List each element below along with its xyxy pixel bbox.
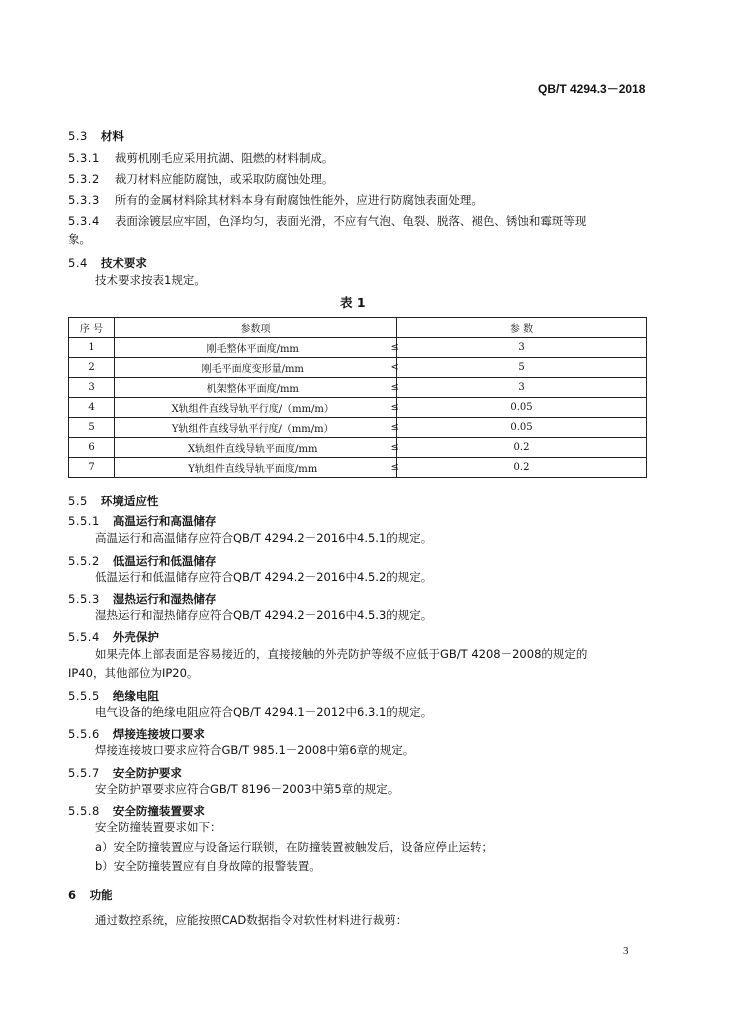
clause-5-5-6-heading	[68, 723, 205, 742]
table-row	[69, 458, 647, 478]
clause-number: 5.3.2	[68, 172, 100, 186]
spec-table	[68, 317, 647, 478]
clause-number: 5.3.1	[68, 151, 100, 165]
row-item: X轨组件直线导轨平行度/（mm/m）	[115, 398, 391, 418]
row-item: 机架整体平面度/mm	[115, 378, 391, 398]
section-number: 5.5	[68, 494, 88, 508]
table-header-row	[69, 318, 647, 338]
clause-title: 湿热运行和湿热储存	[112, 592, 217, 606]
table-row	[69, 358, 647, 378]
row-no: 1	[69, 338, 115, 358]
col-header-no: 序 号	[69, 318, 115, 338]
clause-title: 高温运行和高温储存	[112, 514, 217, 528]
row-item: Y轨组件直线导轨平面度/mm	[115, 458, 391, 478]
clause-5-5-8-text: 安全防撞装置要求如下：	[95, 820, 222, 834]
clause-number: 5.5.2	[68, 554, 100, 568]
clause-5-5-4-continuation: IP40，其他部位为IP20。	[68, 666, 199, 680]
section-number: 5.4	[68, 256, 88, 270]
clause-5-5-1-heading	[68, 510, 216, 529]
clause-title: 低温运行和低温储存	[112, 554, 217, 568]
section-title: 材料	[100, 129, 124, 143]
table-row	[69, 418, 647, 438]
clause-text: 裁剪机刚毛应采用抗湖、阻燃的材料制成。	[114, 151, 334, 165]
row-operator: ≤	[391, 458, 397, 478]
clause-number: 5.5.5	[68, 689, 100, 703]
clause-5-5-1-text: 高温运行和高温储存应符合QB/T 4294.2－2016中4.5.1的规定。	[95, 531, 433, 545]
clause-number: 5.5.1	[68, 514, 100, 528]
section-5-5-heading	[68, 490, 158, 509]
standard-code: QB/T 4294.3－2018	[538, 82, 646, 96]
clause-number: 5.5.8	[68, 804, 100, 818]
clause-5-3-1	[68, 147, 333, 166]
table-row	[69, 438, 647, 458]
clause-title: 安全防撞装置要求	[112, 804, 205, 818]
clause-5-5-6-text: 焊接连接坡口要求应符合GB/T 985.1－2008中第6章的规定。	[95, 743, 415, 757]
row-value: 5	[397, 358, 647, 378]
clause-5-5-3-heading	[68, 588, 216, 607]
row-item: X轨组件直线导轨平面度/mm	[115, 438, 391, 458]
section-number: 6	[68, 888, 77, 902]
clause-5-5-2-text: 低温运行和低温储存应符合QB/T 4294.2－2016中4.5.2的规定。	[95, 570, 433, 584]
section-number: 5.3	[68, 129, 88, 143]
row-operator: <	[391, 358, 397, 378]
clause-title: 绝缘电阻	[112, 689, 159, 703]
section-5-4-heading	[68, 252, 147, 271]
section-title: 功能	[89, 888, 113, 902]
row-no: 7	[69, 458, 115, 478]
list-item: a）安全防撞装置应与设备运行联锁，在防撞装置被触发后，设备应停止运转；	[95, 840, 494, 854]
row-operator: ≤	[391, 398, 397, 418]
row-value: 0.2	[397, 438, 647, 458]
clause-text: 裁刀材料应能防腐蚀，或采取防腐蚀处理。	[114, 172, 334, 186]
row-operator: ≤	[391, 418, 397, 438]
row-operator: ≤	[391, 438, 397, 458]
clause-number: 5.5.3	[68, 592, 100, 606]
row-no: 4	[69, 398, 115, 418]
row-no: 3	[69, 378, 115, 398]
clause-number: 5.5.6	[68, 727, 100, 741]
section-6-text: 通过数控系统，应能按照CAD数据指令对软性材料进行裁剪：	[95, 913, 408, 927]
clause-5-5-4-heading	[68, 626, 159, 645]
clause-number: 5.5.4	[68, 630, 100, 644]
section-5-4-text: 技术要求按表1规定。	[95, 273, 206, 287]
section-title: 环境适应性	[100, 494, 159, 508]
row-operator: ≤	[391, 338, 397, 358]
clause-5-3-4-continuation: 象。	[68, 232, 91, 246]
row-value: 0.2	[397, 458, 647, 478]
clause-number: 5.5.7	[68, 766, 100, 780]
row-item: 刚毛整体平面度/mm	[115, 338, 391, 358]
section-title: 技术要求	[100, 256, 147, 270]
row-value: 3	[397, 338, 647, 358]
clause-text: 表面涂镀层应牢固，色泽均匀，表面光滑，不应有气泡、龟裂、脱落、褪色、锈蚀和霉斑等现	[114, 214, 587, 228]
page-number: 3	[623, 945, 629, 957]
table-caption: 表 1	[340, 295, 366, 310]
clause-5-3-4	[68, 210, 586, 229]
clause-text: 所有的金属材料除其材料本身有耐腐蚀性能外，应进行防腐蚀表面处理。	[114, 193, 483, 207]
clause-5-5-8-heading	[68, 800, 205, 819]
row-no: 5	[69, 418, 115, 438]
row-item: 刚毛平面度变形量/mm	[115, 358, 391, 378]
table-row	[69, 398, 647, 418]
clause-title: 安全防护要求	[112, 766, 182, 780]
row-no: 2	[69, 358, 115, 378]
list-item: b）安全防撞装置应有自身故障的报警装置。	[95, 859, 321, 873]
row-value: 0.05	[397, 418, 647, 438]
clause-title: 外壳保护	[112, 630, 159, 644]
clause-5-5-2-heading	[68, 550, 216, 569]
col-header-item: 参数项	[115, 318, 397, 338]
section-5-3-heading	[68, 125, 124, 144]
clause-number: 5.3.4	[68, 214, 100, 228]
clause-5-5-7-text: 安全防护罩要求应符合GB/T 8196－2003中第5章的规定。	[95, 782, 400, 796]
clause-5-5-7-heading	[68, 762, 182, 781]
clause-5-3-2	[68, 168, 333, 187]
clause-title: 焊接连接坡口要求	[112, 727, 205, 741]
clause-5-5-5-heading	[68, 685, 159, 704]
table-row	[69, 338, 647, 358]
row-value: 0.05	[397, 398, 647, 418]
row-operator: ≤	[391, 378, 397, 398]
section-6-heading	[68, 884, 113, 903]
clause-5-5-3-text: 湿热运行和湿热储存应符合QB/T 4294.2－2016中4.5.3的规定。	[95, 608, 433, 622]
clause-5-5-4-text: 如果壳体上部表面是容易接近的，直接接触的外壳防护等级不应低于GB/T 4208－2008的规定的	[95, 647, 588, 661]
clause-5-5-5-text: 电气设备的绝缘电阻应符合QB/T 4294.1－2012中6.3.1的规定。	[95, 705, 433, 719]
row-value: 3	[397, 378, 647, 398]
clause-5-3-3	[68, 189, 483, 208]
row-no: 6	[69, 438, 115, 458]
clause-number: 5.3.3	[68, 193, 100, 207]
table-row	[69, 378, 647, 398]
col-header-value: 参 数	[397, 318, 647, 338]
row-item: Y轨组件直线导轨平行度/（mm/m）	[115, 418, 391, 438]
